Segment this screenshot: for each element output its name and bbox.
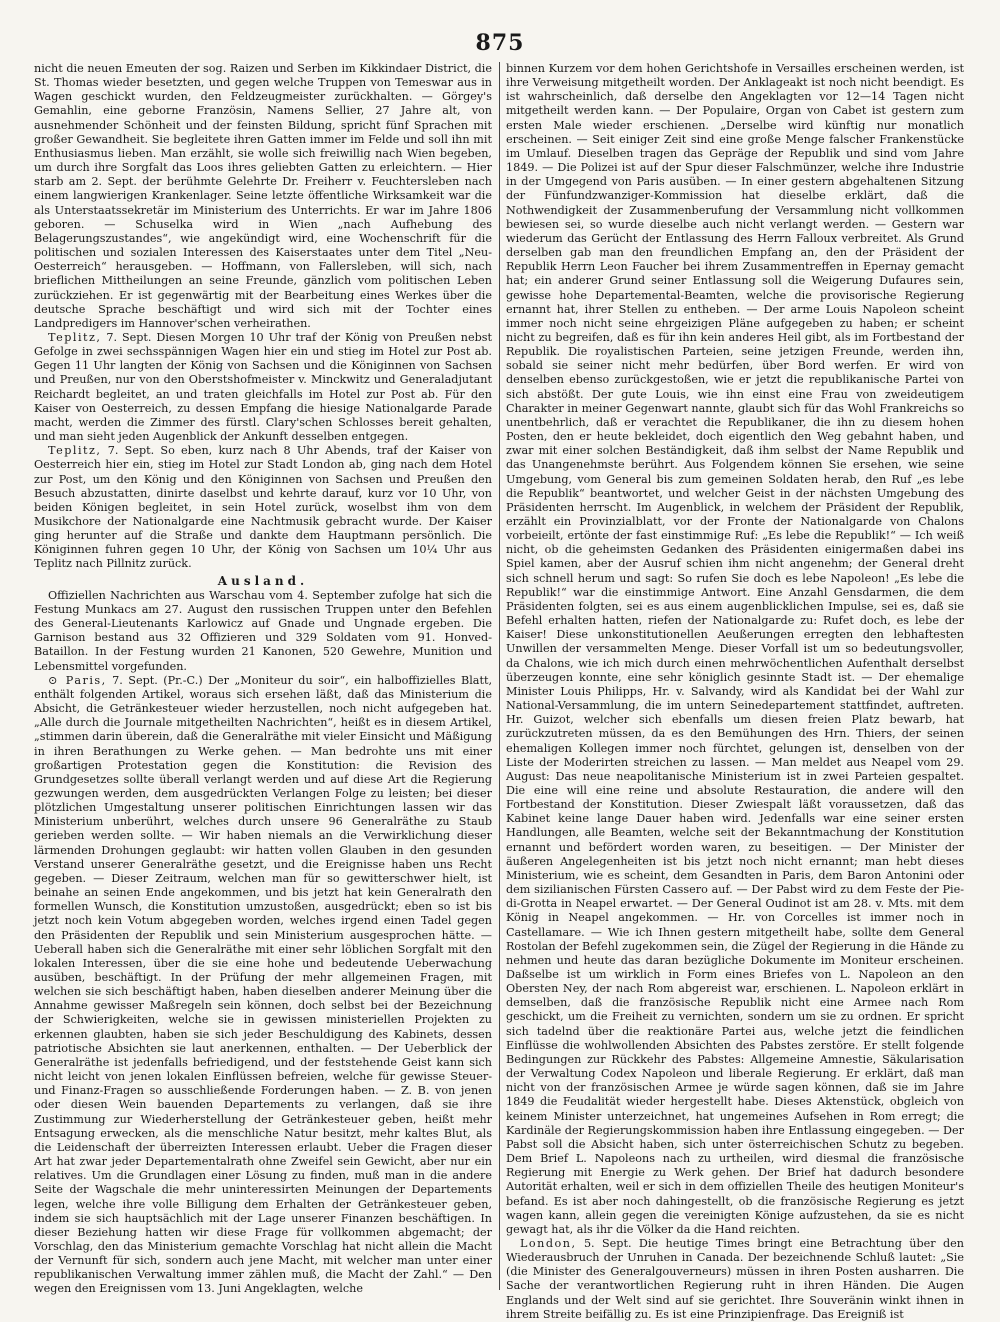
- left-column: [34, 62, 492, 1294]
- dateline-london: London,: [520, 1236, 577, 1250]
- article-paris-text: 7. Sept. (Pr.-C.) Der „Moniteur du soir“, ein halboffizielles Blatt, enthält folgenden Artikel, woraus sich ersehen läßt, daß das Ministerium die Absicht, die Getränkesteuer wieder herzustellen, noch nicht aufgegeben hat. „Alle durch die Journale mitgetheilten Nachrichten“, heißt es in diesem Artikel, „stimmen darin überein, daß die Generalräthe mit vieler Einsicht und Mäßigung in ihren Berathungen zu Werke gehen. — Man bedrohte uns mit einer großartigen Protestation gegen die Konstitution: die Revision des Grundgesetzes sollte überall verlangt werden und auf diese Art die Regierung gezwungen werden, dem ausgedrückten Verlangen Folge zu leisten; bei dieser plötzlichen Umgestaltung unserer politischen Einrichtungen lassen wir das Ministerium unberührt, welches durch unsere 96 Generalräthe zu Staub gerieben werden sollte. — Wir haben niemals an die Verwirklichung dieser lärmenden Drohungen geglaubt: wir hatten vollen Glauben in den gesunden Verstand unserer Generalräthe gesetzt, und die Ereignisse haben uns Recht gegeben. — Dieser Zeitraum, welchen man für so gewitterschwer hielt, ist beinahe an seinen Ende angekommen, und bis jetzt hat kein Generalrath den formellen Wunsch, die Konstitution umzustoßen, ausgedrückt; eben so ist bis jetzt noch kein Votum abgegeben worden, welches irgend einen Tadel gegen den Präsidenten der Republik und sein Ministerium ausgesprochen hätte. — Ueberall haben sich die Generalräthe mit einer sehr löblichen Sorgfalt mit den lokalen Interessen, über die sie eine hohe und bedeutende Ueberwachung ausüben, beschäftigt. In der Prüfung der mehr allgemeinen Fragen, mit welchen sie sich beschäftigt haben, haben dieselben anderer Meinung über die Annahme gewisser Maßregeln sein können, doch selbst bei der Bezeichnung der Schwierigkeiten, welche sie in gewissen ministeriellen Projekten zu erkennen glaubten, haben sie sich jeder Beschuldigung des Kabinets, dessen patriotische Absichten sie laut anerkennen, enthalten. — Der Ueberblick der Generalräthe ist jedenfalls befriedigend, und der feststehende Geist kann sich nicht leicht von jenen lokalen Einflüssen befreien, welche für gewisse Steuer- und Finanz-Fragen so ausschließende Forderungen haben. — Z. B. von jenen oder diesen Wein bauenden Departements zu verlangen, daß sie ihre Zustimmung zur Wiederherstellung der Getränkesteuer geben, heißt mehr Entsagung erwecken, als die menschliche Natur besitzt, mehr kaltes Blut, als die Leidenschaft der überreizten Interessen erlaubt. Ueber die Fragen dieser Art hat zwar jeder Departementalrath ohne Zweifel sein Gewicht, aber nur ein relatives. Um die Grundlagen einer Lösung zu finden, muß man in die andere Seite der Wagschale die mehr uninteressirten Meinungen der Departements legen, welche ihre volle Billigung dem Erhalten der Getränkesteuer geben, indem sie sich hauptsächlich mit der Lage unserer Finanzen beschäftigen. In dieser Beziehung hatten wir diese Frage für vollkommen abgemacht; der Vorschlag, den das Ministerium gemachte Vorschlag hat nicht allein die Macht der Vernunft für sich, sondern auch jene Macht, mit welcher man unter einer republikanischen Verwaltung immer zählen muß, die Macht der Zahl.“ — Den wegen den Ereignissen vom 13. Juni Angeklagten, welche: [34, 673, 492, 1296]
- column-divider: [499, 62, 500, 1290]
- article-teplitz-1-text: 7. Sept. Diesen Morgen 10 Uhr traf der König von Preußen nebst Gefolge in zwei sechsspännigen Wagen hier ein und stieg im Hotel zur Post ab. Gegen 11 Uhr langten der König von Sachsen und die Königinnen von Sachsen und Preußen, nur von den Oberstshofmeister v. Minckwitz und Generaladjutant Reichardt begleitet, an und traten gleichfalls im Hotel zur Post ab. Für den Kaiser von Oesterreich, zu dessen Empfang die hiesige Nationalgarde Parade macht, werden die Zimmer des fürstl. Clary'schen Schlosses bereit gehalten, und man sieht jeden Augenblick der Ankunft desselben entgegen.: [34, 330, 492, 444]
- page-number: 875: [475, 30, 525, 56]
- article-teplitz-1: [34, 331, 492, 444]
- text-columns: [34, 62, 964, 1321]
- article-paris-continued: binnen Kurzem vor dem hohen Gerichtshofe in Versailles erscheinen werden, ist ihre Verweisung mitgetheilt worden. Der Anklageakt ist noch nicht beendigt. Es ist wahrscheinlich, daß derselbe den Angeklagten vor 12—14 Tagen nicht mitgetheilt werden kann. — Der Populaire, Organ von Cabet ist gestern zum ersten Male wieder erschienen. „Derselbe wird künftig nur monatlich erscheinen. — Seit einiger Zeit sind eine große Menge falscher Frankenstücke im Umlauf. Dieselben tragen das Gepräge der Republik und sind vom Jahre 1849. — Die Polizei ist auf der Spur dieser Falschmünzer, welche ihre Industrie in der Umgegend von Paris ausüben. — In einer gestern abgehaltenen Sitzung der Fünfundzwanziger-Kommission hat dieselbe erklärt, daß die Nothwendigkeit der Zusammenberufung der Versammlung nicht vollkommen bewiesen sei, so wurde dieselbe auch nicht verlangt werden. — Gestern war wiederum das Gerücht der Entlassung des Herrn Falloux verbreitet. Als Grund derselben gab man den freundlichen Empfang an, den der Präsident der Republik Herrn Leon Faucher bei ihrem Zusammentreffen in Epernay gemacht hat; ein anderer Grund seiner Entlassung soll die Weigerung Dufaures sein, gewisse hohe Departemental-Beamten, welche die provisorische Regierung ernannt hat, ihrer Stellen zu entheben. — Der arme Louis Napoleon scheint immer noch nicht seine ehrgeizigen Pläne aufgegeben zu haben; er scheint nicht zu begreifen, daß es für ihn kein anderes Heil gibt, als im Fortbestand der Republik. Die royalistischen Parteien, seine jetzigen Freunde, werden ihn, sobald sie seiner nicht mehr bedürfen, über Bord werfen. Er wird von denselben ebenso zurückgestoßen, wie er jetzt die republikanische Partei von sich abstößt. Der gute Louis, wie ihn einst eine Frau von zweideutigem Charakter in meiner Gegenwart nannte, glaubt sich für das Wohl Frankreichs so unentbehrlich, daß er verachtet die Republikaner, die ihn zu diesem hohen Posten, den er heute bekleidet, doch eigentlich den Weg gebahnt haben, und zwar mit einer solchen Beständigkeit, daß ihm selbst der Name Republik und das Unangenehmste berührt. Aus Folgendem können Sie ersehen, wie seine Umgebung, vom General bis zum gemeinen Soldaten herab, den Ruf „es lebe die Republik“ beantwortet, und welcher Geist in der nächsten Umgebung des Präsidenten herrscht. Im Augenblick, in welchem der Präsident der Republik, erzählt ein Provinzialblatt, vor der Fronte der Nationalgarde von Chalons vorbeieilt, ertönte der fast einstimmige Ruf: „Es lebe die Republik!“ — Ich weiß nicht, ob die geheimsten Gedanken des Präsidenten einigermaßen dabei ins Spiel kamen, aber der Ausruf schien ihm nicht angenehm; der General dreht sich schnell herum und sagt: So rufen Sie doch es lebe Napoleon! „Es lebe die Republik!“ war die einstimmige Antwort. Eine Anzahl Gensdarmen, die dem Präsidenten folgten, sei es aus einem augenblicklichen Impulse, sei es, daß sie Befehl erhalten hatten, riefen der Nationalgarde zu: Rufet doch, es lebe der Kaiser! Diese unkonstitutionellen Aeußerungen erregten den lebhaftesten Unwillen der versammelten Menge. Dieser Vorfall ist um so bedeutungsvoller, da Chalons, wie ich mich durch einen mehrwöchentlichen Aufenthalt derselbst überzeugen konnte, eine sehr königlich gesinnte Stadt ist. — Der ehemalige Minister Louis Philipps, Hr. v. Salvandy, wird als Kandidat bei der Wahl zur National-Versammlung, die im untern Seinedepartement stattfindet, auftreten. Hr. Guizot, welcher sich ebenfalls um diesen freien Platz bewarb, hat zurückzutreten müssen, da es den Bemühungen des Hrn. Thiers, der seinen ehemaligen Kollegen immer noch fürchtet, gelungen ist, denselben von der Liste der Moderirten streichen zu lassen. — Man meldet aus Neapel vom 29. August: Das neue neapolitanische Ministerium ist in zwei Parteien gespaltet. Die eine will eine reine und absolute Restauration, die andere will den Fortbestand der Konstitution. Dieser Zwiespalt läßt voraussetzen, daß das Kabinet keine lange Dauer haben wird. Jedenfalls war eine seiner ersten Handlungen, alle Beamten, welche seit der Bekanntmachung der Konstitution ernannt und befördert worden waren, zu beseitigen. — Der Minister der äußeren Angelegenheiten ist bis jetzt noch nicht ernannt; man hebt dieses Ministerium, wie es scheint, dem Gesandten in Paris, dem Baron Antonini oder dem sizilianischen Fürsten Cassero auf. — Der Pabst wird zu dem Feste der Pie-di-Grotta in Neapel erwartet. — Der General Oudinot ist am 28. v. Mts. mit dem König in Neapel angekommen. — Hr. von Corcelles ist immer noch in Castellamare. — Wie ich Ihnen gestern mitgetheilt habe, sollte dem General Rostolan der Befehl zugekommen sein, die Zügel der Regierung in die Hände zu nehmen und heute das daran bezügliche Dokumente im Moniteur erscheinen. Daßselbe ist um wirklich in Form eines Briefes von L. Napoleon an den Obersten Ney, der nach Rom abgereist war, erschienen. L. Napoleon erklärt in demselben, daß die französische Republik nicht eine Armee nach Rom geschickt, um die Freiheit zu vernichten, sondern um sie zu ordnen. Er spricht sich tadelnd über die reaktionäre Partei aus, welche jetzt die feindlichen Einflüsse die wohlwollenden Absichten des Pabstes zerstöre. Er stellt folgende Bedingungen zur Rückkehr des Pabstes: Allgemeine Amnestie, Säkularisation der Verwaltung Codex Napoleon und liberale Regierung. Er erklärt, daß man nicht von der französischen Armee je würde sagen können, daß sie im Jahre 1849 die Feudalität wieder hergestellt habe. Dieses Aktenstück, obgleich von keinem Minister unterzeichnet, hat ungemeines Aufsehen in Rom erregt; die Kardinäle der Regierungskommission haben ihre Entlassung eingegeben. — Der Pabst soll die Absicht haben, sich unter österreichischen Schutz zu begeben. Dem Brief L. Napoleons nach zu urtheilen, wird diesmal die französische Regierung mit Energie zu Werk gehen. Der Brief hat dadurch besondere Autorität erhalten, weil er sich in dem offiziellen Theile des heutigen Moniteur's befand. Es ist aber noch dahingestellt, ob die französische Regierung es jetzt wagen kann, allein gegen die vereinigten Könige aufzustehen, da sie es nicht gewagt hat, als ihr die Völker da die Hand reichten.: [506, 62, 964, 1236]
- article-teplitz-2-text: 7. Sept. So eben, kurz nach 8 Uhr Abends, traf der Kaiser von Oesterreich hier ein, stieg im Hotel zur Stadt London ab, ging nach dem Hotel zur Post, um den König und den Königinnen von Sachsen und Preußen den Besuch abzustatten, dinirte daselbst und kehrte darauf, kurz vor 10 Uhr, von beiden Königen begleitet, in sein Hotel zurück, woselbst ihm von dem Musikchore der Nationalgarde eine Nachtmusik gebracht wurde. Der Kaiser ging herunter auf die Straße und dankte dem Hauptmann persönlich. Die Königinnen fuhren gegen 10 Uhr, der König von Sachsen um 10¼ Uhr aus Teplitz nach Pillnitz zurück.: [34, 444, 492, 571]
- article-warschau: Offiziellen Nachrichten aus Warschau vom 4. September zufolge hat sich die Festung Munkacs am 27. August den russischen Truppen unter den Befehlen des General-Lieutenants Karlowicz auf Gnade und Ungnade ergeben. Die Garnison bestand aus 32 Offizieren und 329 Soldaten vom 91. Honved-Bataillon. In der Festung wurden 21 Kanonen, 520 Gewehre, Munition und Lebensmittel vorgefunden.: [34, 588, 492, 673]
- article-london: [506, 1237, 964, 1322]
- right-column: [506, 62, 964, 1321]
- article-london-text: 5. Sept. Die heutige Times bringt eine Betrachtung über den Wiederausbruch der Unruhen in Canada. Der bezeichnende Schluß lautet: „Sie (die Minister des Generalgouverneurs) müssen in ihren Posten ausharren. Die Sache der verantwortlichen Regierung ruht in ihren Händen. Die Augen Englands und der Welt sind auf sie gerichtet. Ihre Souveränin winkt ihnen in ihrem Streite beifällig zu. Es ist eine Prinzipienfrage. Das Ereigniß ist: [506, 1236, 964, 1321]
- section-heading-ausland: Ausland.: [217, 573, 309, 588]
- article-paris: [34, 674, 492, 1297]
- dateline-paris: ⊙ Paris,: [48, 673, 107, 687]
- dateline-teplitz-1: Teplitz,: [48, 330, 102, 344]
- article-teplitz-2: [34, 444, 492, 571]
- dateline-teplitz-2: Teplitz,: [48, 444, 102, 458]
- article-vienna-news: nicht die neuen Emeuten der sog. Raizen und Serben im Kikkindaer District, die St. Thomas wieder besetzten, und gegen welche Truppen von Temeswar aus in Wagen geschickt wurden, den Feldzeugmeister zurückhalten. — Görgey's Gemahlin, eine geborne Französin, Namens Sellier, 27 Jahre alt, von ausnehmender Schönheit und der feinsten Bildung, spricht fünf Sprachen mit großer Gewandheit. Sie begleitete ihren Gatten immer im Felde und soll ihn mit Enthusiasmus lieben. Man erzählt, sie wolle sich freiwillig nach Wien begeben, um durch ihre Sorgfalt das Loos ihres geliebten Gatten zu erleichtern. — Hier starb am 2. Sept. der berühmte Gelehrte Dr. Freiherr v. Feuchtersleben nach einem langwierigen Krankenlager. Seine letzte öffentliche Wirksamkeit war die als Unterstaatssekretär im Ministerium des Unterrichts. Er war im Jahre 1806 geboren. — Schuselka wird in Wien „nach Aufhebung des Belagerungszustandes“, wie angekündigt wird, eine Wochenschrift für die politischen und sozialen Interessen des Kaiserstaates unter dem Titel „Neu-Oesterreich“ herausgeben. — Hoffmann, von Fallersleben, will sich, nach brieflichen Mittheilungen an seine Freunde, gänzlich vom politischen Leben zurückziehen. Er ist gegenwärtig mit der Bearbeitung eines Werkes über die deutsche Sprache beschäftigt und wird sich mit der Tochter eines Landpredigers im Hannover'schen verheirathen.: [34, 62, 492, 330]
